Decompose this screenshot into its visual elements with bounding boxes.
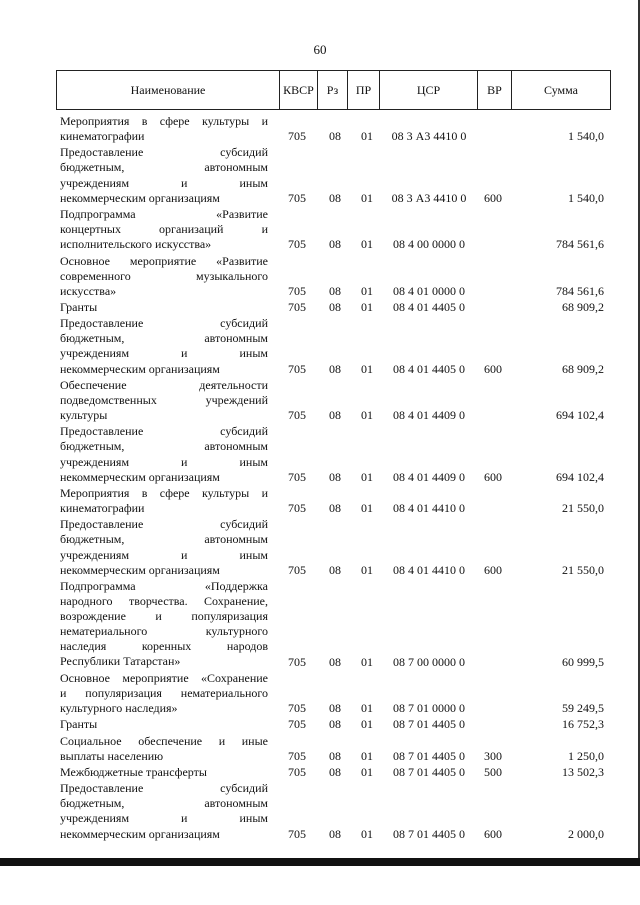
row-name-line: Республики Татарстан»: [60, 654, 181, 669]
row-name-line: некоммерческим организациям: [60, 469, 220, 484]
column-header-kvsr: КВСР: [279, 71, 317, 109]
row-name-line: Предоставление субсидий: [60, 517, 268, 532]
page-number: 60: [313, 42, 327, 57]
cell-kvsr: 705: [288, 237, 306, 252]
row-name-line: культурного наследия»: [60, 700, 178, 715]
cell-pr: 01: [361, 361, 373, 376]
cell-csr: 08 7 00 0000 0: [393, 654, 465, 669]
cell-csr: 08 4 01 4409 0: [393, 469, 465, 484]
row-name-line: некоммерческим организациям: [60, 361, 220, 376]
row-name-line: подведомственных учреждений: [60, 392, 268, 407]
row-name: [60, 254, 268, 299]
row-name-line: некоммерческим организациям: [60, 826, 220, 841]
cell-rz: 08: [329, 717, 341, 732]
row-name-line: учреждениям и иным: [60, 175, 268, 190]
cell-csr: 08 4 00 0000 0: [393, 237, 465, 252]
cell-kvsr: 705: [288, 562, 306, 577]
cell-sum: 60 999,5: [562, 654, 604, 669]
cell-vr: 600: [484, 562, 502, 577]
row-name: [60, 424, 268, 484]
cell-rz: 08: [329, 408, 341, 423]
row-name-line: Мероприятия в сфере культуры и: [60, 486, 268, 500]
cell-sum: 2 000,0: [568, 826, 604, 841]
cell-kvsr: 705: [288, 717, 306, 732]
cell-csr: 08 7 01 4405 0: [393, 765, 465, 779]
row-name: [60, 734, 268, 764]
cell-sum: 16 752,3: [562, 717, 604, 732]
cell-pr: 01: [361, 654, 373, 669]
row-name-line: некоммерческим организациям: [60, 190, 220, 205]
row-name-line: кинематографии: [60, 501, 145, 516]
cell-sum: 694 102,4: [556, 469, 604, 484]
column-header-rz: Рз: [317, 71, 347, 109]
cell-csr: 08 4 01 0000 0: [393, 283, 465, 298]
row-name-line: народного творчества. Сохранение,: [60, 594, 268, 609]
cell-vr: 300: [484, 748, 502, 763]
row-name-line: Межбюджетные трансферты: [60, 765, 207, 779]
row-name-line: исполнительского искусства»: [60, 237, 212, 252]
row-name-line: Обеспечение деятельности: [60, 377, 268, 392]
cell-sum: 21 550,0: [562, 501, 604, 516]
cell-rz: 08: [329, 700, 341, 715]
row-name-line: Предоставление субсидий: [60, 316, 268, 331]
cell-vr: 600: [484, 826, 502, 841]
cell-vr: 600: [484, 361, 502, 376]
row-name: [60, 207, 268, 252]
cell-rz: 08: [329, 748, 341, 763]
cell-csr: 08 4 01 4410 0: [393, 562, 465, 577]
cell-rz: 08: [329, 469, 341, 484]
cell-kvsr: 705: [288, 469, 306, 484]
cell-pr: 01: [361, 562, 373, 577]
cell-csr: 08 3 А3 4410 0: [391, 129, 467, 144]
cell-pr: 01: [361, 765, 373, 779]
column-header-name: Наименование: [130, 83, 206, 97]
row-name-line: Предоставление субсидий: [60, 145, 268, 160]
column-header-vr: ВР: [477, 71, 511, 109]
row-name-line: Социальное обеспечение и иные: [60, 733, 268, 748]
cell-sum: 784 561,6: [556, 237, 604, 252]
cell-rz: 08: [329, 361, 341, 376]
cell-csr: 08 4 01 4405 0: [393, 300, 465, 314]
column-header-csr: ЦСР: [379, 71, 477, 109]
cell-sum: 1 250,0: [568, 748, 604, 763]
row-name-line: Основное мероприятие «Развитие: [60, 253, 268, 268]
cell-csr: 08 7 01 0000 0: [393, 700, 465, 715]
cell-pr: 01: [361, 748, 373, 763]
row-name: [60, 517, 268, 577]
row-name-line: бюджетным, автономным: [60, 796, 268, 811]
row-name-line: учреждениям и иным: [60, 547, 268, 562]
row-name-line: Гранты: [60, 300, 98, 314]
cell-csr: 08 7 01 4405 0: [393, 826, 465, 841]
row-name-line: Мероприятия в сфере культуры и: [60, 114, 268, 128]
cell-sum: 1 540,0: [568, 129, 604, 144]
row-name-line: выплаты населению: [60, 748, 164, 763]
row-name: [60, 378, 268, 423]
row-name: [60, 765, 268, 780]
cell-sum: 59 249,5: [562, 700, 604, 715]
row-name-line: Гранты: [60, 717, 98, 732]
row-name-line: Предоставление субсидий: [60, 424, 268, 439]
cell-rz: 08: [329, 654, 341, 669]
row-name-line: кинематографии: [60, 129, 145, 144]
row-name-line: учреждениям и иным: [60, 346, 268, 361]
cell-vr: 600: [484, 469, 502, 484]
cell-kvsr: 705: [288, 283, 306, 298]
cell-kvsr: 705: [288, 408, 306, 423]
cell-kvsr: 705: [288, 501, 306, 516]
cell-kvsr: 705: [288, 700, 306, 715]
cell-vr: 600: [484, 190, 502, 205]
cell-kvsr: 705: [288, 748, 306, 763]
row-name-line: Предоставление субсидий: [60, 781, 268, 796]
cell-rz: 08: [329, 190, 341, 205]
cell-pr: 01: [361, 408, 373, 423]
cell-kvsr: 705: [288, 826, 306, 841]
cell-sum: 694 102,4: [556, 408, 604, 423]
column-header-sum: Сумма: [511, 71, 610, 109]
row-name-line: учреждениям и иным: [60, 454, 268, 469]
cell-sum: 68 909,2: [562, 300, 604, 314]
row-name: [60, 316, 268, 376]
row-name-line: бюджетным, автономным: [60, 439, 268, 454]
cell-csr: 08 7 01 4405 0: [393, 748, 465, 763]
row-name: [60, 486, 268, 516]
column-header-pr: ПР: [347, 71, 379, 109]
table-header: [56, 70, 611, 110]
cell-pr: 01: [361, 826, 373, 841]
row-name-line: бюджетным, автономным: [60, 160, 268, 175]
row-name-line: бюджетным, автономным: [60, 532, 268, 547]
row-name-line: современного музыкального: [60, 268, 268, 283]
cell-kvsr: 705: [288, 129, 306, 144]
row-name: [60, 145, 268, 205]
row-name-line: Подпрограмма «Поддержка: [60, 579, 268, 593]
cell-kvsr: 705: [288, 765, 306, 779]
cell-csr: 08 4 01 4405 0: [393, 361, 465, 376]
row-name-line: учреждениям и иным: [60, 811, 268, 826]
cell-rz: 08: [329, 826, 341, 841]
cell-csr: 08 4 01 4410 0: [393, 501, 465, 516]
row-name-line: культуры: [60, 408, 108, 423]
row-name: [60, 114, 268, 144]
cell-pr: 01: [361, 700, 373, 715]
cell-pr: 01: [361, 129, 373, 144]
row-name: [60, 717, 268, 732]
cell-sum: 21 550,0: [562, 562, 604, 577]
cell-rz: 08: [329, 237, 341, 252]
cell-rz: 08: [329, 129, 341, 144]
cell-csr: 08 7 01 4405 0: [393, 717, 465, 732]
row-name: [60, 671, 268, 716]
cell-sum: 784 561,6: [556, 283, 604, 298]
cell-pr: 01: [361, 283, 373, 298]
cell-pr: 01: [361, 469, 373, 484]
row-name-line: некоммерческим организациям: [60, 562, 220, 577]
row-name-line: наследия коренных народов: [60, 639, 268, 654]
cell-kvsr: 705: [288, 190, 306, 205]
row-name-line: Основное мероприятие «Сохранение: [60, 670, 268, 685]
row-name-line: нематериального культурного: [60, 624, 268, 639]
row-name-line: концертных организаций и: [60, 222, 268, 237]
cell-sum: 68 909,2: [562, 361, 604, 376]
cell-rz: 08: [329, 562, 341, 577]
scan-border: [0, 858, 640, 866]
cell-rz: 08: [329, 283, 341, 298]
cell-pr: 01: [361, 300, 373, 314]
row-name-line: искусства»: [60, 283, 117, 298]
cell-sum: 1 540,0: [568, 190, 604, 205]
cell-kvsr: 705: [288, 654, 306, 669]
cell-pr: 01: [361, 190, 373, 205]
row-name: [60, 579, 268, 670]
cell-pr: 01: [361, 501, 373, 516]
cell-csr: 08 4 01 4409 0: [393, 408, 465, 423]
cell-sum: 13 502,3: [562, 765, 604, 779]
cell-rz: 08: [329, 300, 341, 314]
cell-pr: 01: [361, 237, 373, 252]
row-name-line: бюджетным, автономным: [60, 331, 268, 346]
cell-pr: 01: [361, 717, 373, 732]
cell-vr: 500: [484, 765, 502, 779]
row-name-line: возрождение и популяризация: [60, 609, 268, 624]
cell-kvsr: 705: [288, 361, 306, 376]
cell-csr: 08 3 А3 4410 0: [391, 190, 467, 205]
row-name: [60, 300, 268, 315]
row-name-line: Подпрограмма «Развитие: [60, 207, 268, 221]
cell-rz: 08: [329, 501, 341, 516]
cell-kvsr: 705: [288, 300, 306, 314]
row-name-line: и популяризация нематериального: [60, 685, 268, 700]
row-name: [60, 781, 268, 841]
cell-rz: 08: [329, 765, 341, 779]
